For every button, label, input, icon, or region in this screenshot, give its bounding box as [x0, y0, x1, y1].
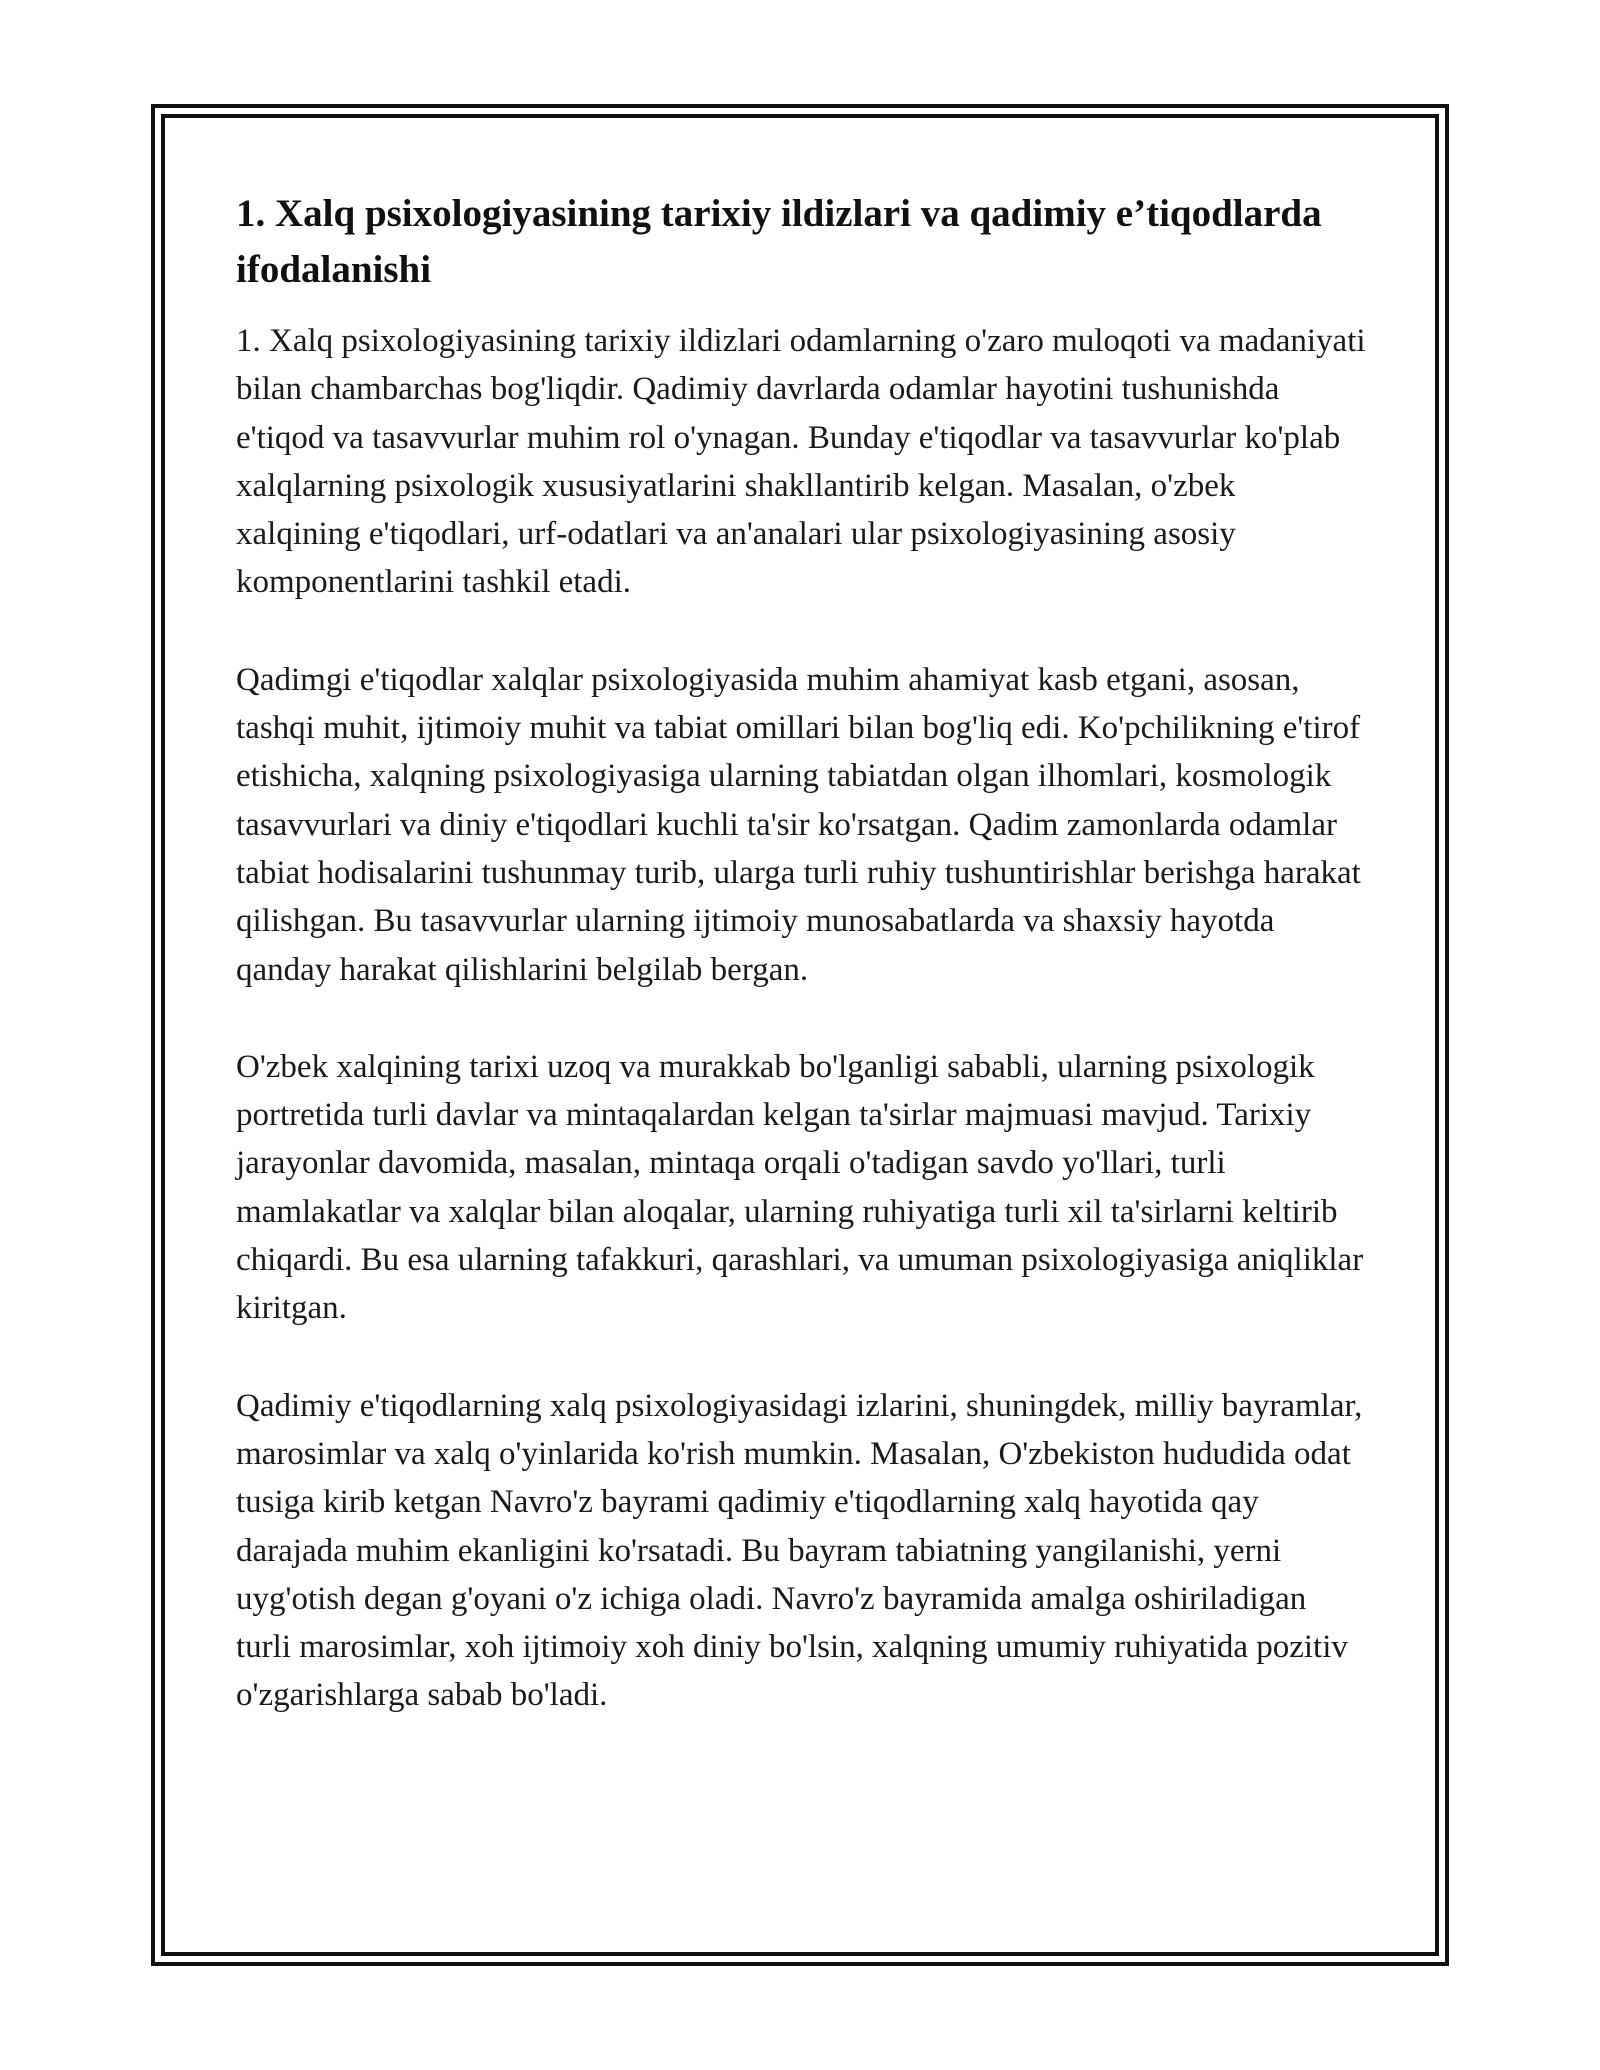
paragraph-1: 1. Xalq psixologiyasining tarixiy ildizlari odamlarning o'zaro muloqoti va madaniyati bilan chambarchas bog'liqdir. Qadimiy davrlarda odamlar hayotini tushunishda e'tiqod va tasavvurlar muhim rol o'ynagan. Bunday e'tiqodlar va tasavvurlar ko'plab xalqlarning psixologik xususiyatlarini shakllantirib kelgan. Masalan, o'zbek xalqining e'tiqodlari, urf-odatlari va an'analari ular psixologiyasining asosiy komponentlarini tashkil etadi.: [236, 323, 1366, 601]
paragraph-3: O'zbek xalqining tarixi uzoq va murakkab bo'lganligi sababli, ularning psixologik portretida turli davlar va mintaqalardan kelgan ta'sirlar majmuasi mavjud. Tarixiy jarayonlar davomida, masalan, mintaqa orqali o'tadigan savdo yo'llari, turli mamlakatlar va xalqlar bilan aloqalar, ularning ruhiyatiga turli xil ta'sirlarni keltirib chiqardi. Bu esa ularning tafakkuri, qarashlari, va umuman psixologiyasiga aniqliklar kiritgan.: [236, 1048, 1364, 1327]
section-heading: 1. Xalq psixologiyasining tarixiy ildizlari va qadimiy e’tiqodlarda ifodalanishi: [236, 192, 1322, 291]
paragraph-4: Qadimiy e'tiqodlarning xalq psixologiyasidagi izlarini, shuningdek, milliy bayramlar, marosimlar va xalq o'yinlarida ko'rish mumkin. Masalan, O'zbekiston hududida odat tusiga kirib ketgan Navro'z bayrami qadimiy e'tiqodlarning xalq hayotida qay darajada muhim ekanligini ko'rsatadi. Bu bayram tabiatning yangilanishi, yerni uyg'otish degan g'oyani o'z ichiga oladi. Navro'z bayramida amalga oshiriladigan turli marosimlar, xoh ijtimoiy xoh diniy bo'lsin, xalqning umumiy ruhiyatida pozitiv o'zgarishlarga sabab bo'ladi.: [236, 1387, 1363, 1714]
document-body: [236, 186, 1366, 1769]
paragraph-2: Qadimgi e'tiqodlar xalqlar psixologiyasida muhim ahamiyat kasb etgani, asosan, tashqi muhit, ijtimoiy muhit va tabiat omillari bilan bog'liq edi. Ko'pchilikning e'tirof etishicha, xalqning psixologiyasiga ularning tabiatdan olgan ilhomlari, kosmologik tasavvurlari va diniy e'tiqodlari kuchli ta'sir ko'rsatgan. Qadim zamonlarda odamlar tabiat hodisalarini tushunmay turib, ularga turli ruhiy tushuntirishlar berishga harakat qilishgan. Bu tasavvurlar ularning ijtimoiy munosabatlarda va shaxsiy hayotda qanday harakat qilishlarini belgilab bergan.: [236, 661, 1361, 988]
